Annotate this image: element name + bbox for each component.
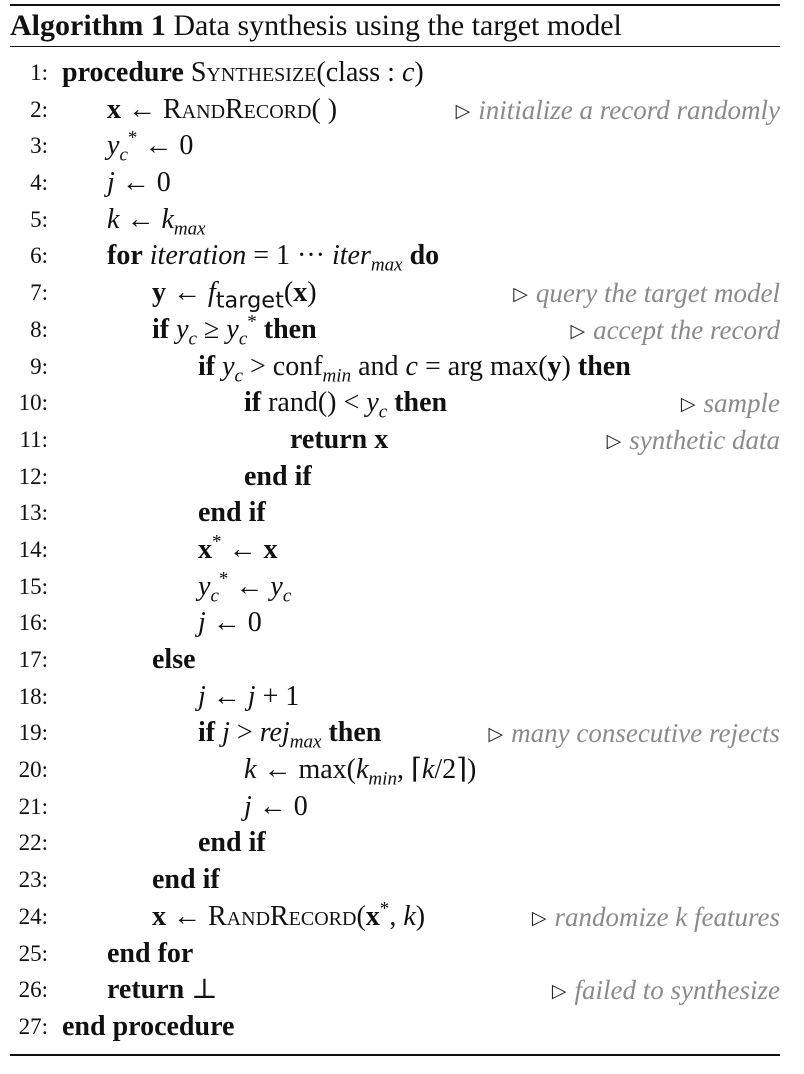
algorithm-caption [10, 8, 622, 44]
caption-rule [10, 46, 780, 47]
algorithm-line [10, 569, 780, 606]
line-number: 10: [18, 390, 48, 416]
algorithm-line [10, 422, 780, 459]
line-code: x ← RandRecord( ) [107, 93, 338, 125]
line-number: 21: [18, 793, 48, 819]
line-number: 9: [30, 353, 48, 379]
line-number: 8: [30, 316, 48, 342]
line-code: if j > rej$_{max}$ then [198, 717, 382, 753]
line-code: if $y_c \ge y_c^*$ then [152, 311, 317, 350]
algorithm-line [10, 459, 780, 496]
algorithm-lines [10, 55, 780, 1046]
algorithm-line [10, 642, 780, 679]
line-comment [513, 275, 780, 314]
algorithm-line [10, 92, 780, 129]
line-number: 19: [18, 720, 48, 746]
line-number: 15: [18, 573, 48, 599]
line-number: 13: [18, 500, 48, 526]
line-number: 25: [18, 940, 48, 966]
line-code: k ← $\max(k_{min}$, ⌈k/2⌉) [244, 754, 477, 790]
comment-text: sample [703, 388, 780, 419]
algorithm-line [10, 275, 780, 312]
comment-triangle-icon: ▷ [455, 100, 471, 122]
comment-triangle-icon: ▷ [551, 981, 567, 1003]
line-code: procedure Synthesize(class : c) [62, 57, 424, 88]
algorithm-block [10, 0, 780, 1074]
line-code: end if [198, 497, 266, 529]
line-code: j ← 0 [244, 790, 308, 822]
line-number: 27: [18, 1013, 48, 1039]
comment-text: initialize a record randomly [478, 94, 780, 125]
comment-triangle-icon: ▷ [531, 907, 547, 929]
line-code: k ← $k_{max}$ [107, 203, 206, 240]
line-code: else [152, 644, 196, 675]
line-code: j ← 0 [198, 607, 262, 639]
comment-text: randomize k features [554, 901, 780, 932]
line-number: 22: [18, 830, 48, 856]
algorithm-label: Algorithm 1 [10, 9, 166, 42]
algorithm-line [10, 55, 780, 92]
line-number: 17: [18, 647, 48, 672]
line-comment [488, 715, 780, 754]
line-comment [552, 972, 780, 1011]
algorithm-line [10, 825, 780, 862]
line-comment [456, 92, 780, 131]
line-number: 6: [30, 243, 48, 269]
algorithm-line [10, 202, 780, 239]
line-code: return x [290, 423, 389, 455]
line-code: if rand() < $y_c$ then [244, 387, 448, 423]
comment-text: many consecutive rejects [511, 718, 780, 749]
algorithm-line [10, 605, 780, 642]
algorithm-line [10, 752, 780, 789]
line-number: 4: [30, 170, 48, 196]
line-code: $y_c^*$ ← 0 [107, 128, 194, 166]
algorithm-line [10, 936, 780, 973]
algorithm-line [10, 972, 780, 1009]
top-rule [10, 4, 780, 6]
algorithm-line [10, 1009, 780, 1046]
comment-text: synthetic data [629, 424, 780, 455]
line-code: j ← j + 1 [198, 680, 300, 712]
comment-triangle-icon: ▷ [680, 394, 696, 416]
algorithm-line [10, 128, 780, 165]
bottom-rule [10, 1054, 780, 1056]
algorithm-line [10, 715, 780, 752]
line-code: end if [198, 827, 266, 859]
algorithm-line [10, 238, 780, 275]
line-number: 1: [30, 60, 48, 85]
line-code: $y_c^*$ ← $y_c$ [198, 568, 292, 607]
comment-triangle-icon: ▷ [488, 724, 504, 746]
algorithm-line [10, 899, 780, 936]
line-number: 7: [30, 280, 48, 306]
line-code: end procedure [62, 1010, 235, 1042]
line-number: 18: [18, 683, 48, 709]
line-number: 11: [19, 426, 48, 452]
line-number: 16: [18, 610, 48, 636]
line-code: if $y_c$ > conf$_{min}$ and c = arg max(y) then [198, 350, 631, 387]
algorithm-line [10, 312, 780, 349]
line-code: end if [152, 864, 220, 896]
line-comment [570, 312, 780, 351]
algorithm-line [10, 349, 780, 386]
comment-triangle-icon: ▷ [513, 284, 528, 306]
algorithm-line [10, 862, 780, 899]
line-number: 5: [30, 206, 48, 232]
comment-text: query the target model [535, 278, 780, 309]
line-code: j ← 0 [107, 167, 171, 199]
line-number: 14: [18, 536, 48, 562]
line-comment [681, 385, 780, 424]
algorithm-line [10, 495, 780, 532]
comment-text: accept the record [593, 314, 780, 345]
algorithm-line [10, 165, 780, 202]
line-code: for iteration = 1 ··· iter$_{max}$ do [107, 240, 440, 277]
line-number: 20: [18, 757, 48, 783]
algorithm-line [10, 532, 780, 569]
line-code: end if [244, 460, 312, 492]
algorithm-line [10, 679, 780, 716]
line-code: return ⊥ [107, 974, 218, 1006]
line-number: 23: [18, 867, 48, 893]
line-code: x* ← x [198, 531, 278, 565]
algorithm-title: Data synthesis using the target model [173, 9, 622, 42]
line-number: 24: [18, 903, 48, 929]
line-number: 2: [30, 96, 48, 122]
line-code: y ← $f_{target}(x)$ [152, 277, 317, 314]
comment-triangle-icon: ▷ [606, 430, 622, 452]
algorithm-line [10, 385, 780, 422]
line-code: x ← RandRecord(x*, k) [152, 898, 426, 932]
line-comment [532, 899, 780, 938]
algorithm-line [10, 789, 780, 826]
comment-triangle-icon: ▷ [570, 320, 586, 342]
line-number: 26: [18, 977, 48, 1003]
line-comment [607, 422, 780, 461]
line-number: 3: [30, 133, 48, 159]
line-number: 12: [18, 463, 48, 489]
comment-text: failed to synthesize [574, 975, 780, 1006]
line-code: end for [107, 937, 194, 969]
